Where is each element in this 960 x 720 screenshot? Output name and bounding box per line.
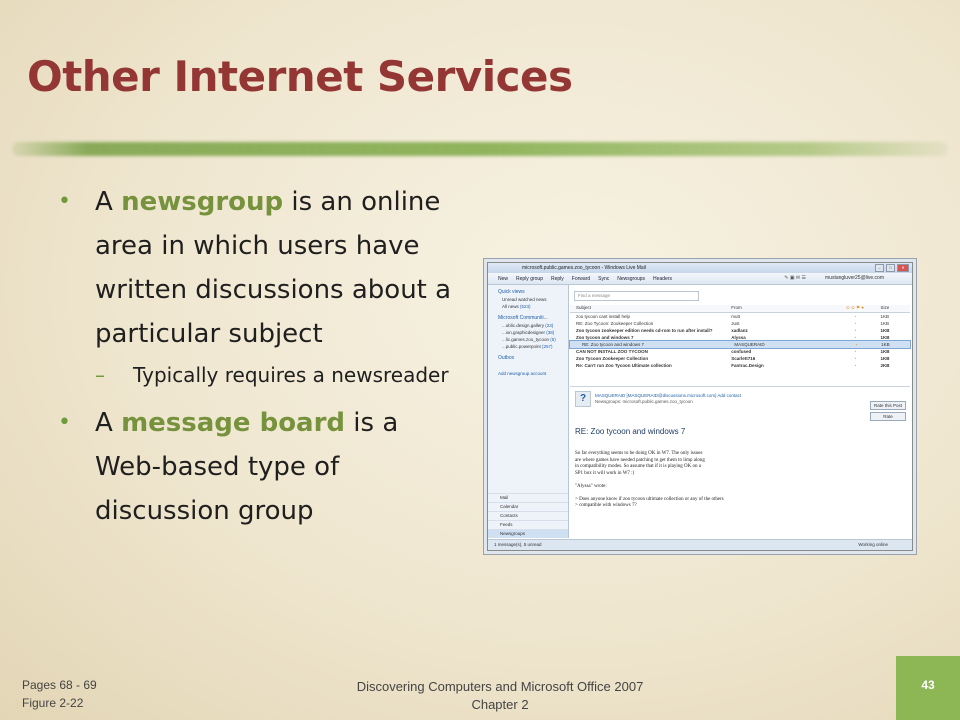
folder-item: ...public.powerpoint (257) <box>502 344 553 349</box>
search-input: Find a message <box>574 291 699 301</box>
folder-item: Unread watched news <box>502 297 547 302</box>
reading-pane <box>570 386 910 539</box>
message-list <box>570 305 910 385</box>
bullet-message-board: • A message board is a Web-based type of discussion group <box>58 401 458 533</box>
minimize-icon: – <box>875 264 884 272</box>
toolbar-reply: Reply <box>550 275 564 282</box>
window-title: microsoft.public.games.zoo_tycoon - Windows Live Mail <box>522 265 646 271</box>
sub-bullet-newsreader: – Typically requires a newsreader <box>95 358 458 393</box>
status-online: Working online <box>858 542 888 547</box>
title-underline <box>12 142 948 156</box>
maximize-icon: □ <box>886 264 895 272</box>
footer-course-title: Discovering Computers and Microsoft Office 2007 <box>356 679 644 694</box>
footer-course <box>300 678 700 714</box>
toolbar-icons: ✎ ▣ ✉ ☰ <box>784 275 806 281</box>
footer-chapter: Chapter 2 <box>471 697 529 712</box>
window-titlebar <box>488 263 912 273</box>
outbox-header: Outbox <box>498 355 515 361</box>
message-row: Zoo Tycoon Zookeeper Collection Scarlett716 ◔ 1KB <box>576 356 890 361</box>
toolbar-new: New <box>498 275 509 282</box>
footer-figure: Figure 2-22 <box>22 696 84 710</box>
toolbar-newsgroups: Newsgroups <box>617 275 646 282</box>
nav-contacts: Contacts <box>488 511 568 520</box>
preview-subject: RE: Zoo tycoon and windows 7 <box>575 427 686 436</box>
folder-item: ...lic.games.zoo_tycoon (5) <box>502 337 556 342</box>
folder-item: All news (523) <box>502 304 531 309</box>
rate-buttons <box>870 401 906 423</box>
nav-mail: Mail <box>488 493 568 502</box>
close-icon: ✕ <box>897 264 909 272</box>
folder-pane <box>488 285 569 538</box>
rate-button: Rate <box>870 412 906 421</box>
account-name: mustangluver25@live.com <box>825 275 884 281</box>
preview-newsgroups: Newsgroups: microsoft.public.games.zoo_tycoon <box>595 399 693 404</box>
message-row: RE: Zoo Tycoon: Zookeeper Collection Just ◔ 1KB <box>576 321 890 326</box>
mail-toolbar <box>488 273 912 285</box>
status-bar <box>488 539 912 550</box>
keyword-message-board: message board <box>121 408 346 438</box>
status-column-icons: ⊙ ⊙ ⚑ ● <box>845 305 865 310</box>
preview-body: So far everything seems to be doing OK in W7. The only issues are where games have needed patching to get them to limp along in compatibility modes. So assume that if it is playing OK on a SP1 box it will work in W7 :) "Alyssa" wrote: > Does anyone know if zoo tycoon ultimate collection or any of the others > compatible with windows 7? <box>575 451 724 508</box>
status-count: 1 message(s), 5 unread <box>494 542 542 547</box>
folder-item: ...ion.graphicdesigner (38) <box>502 330 555 335</box>
communities-header: Microsoft Communiti... <box>498 315 548 321</box>
question-icon: ? <box>575 391 591 407</box>
keyword-newsgroup: newsgroup <box>121 187 284 217</box>
footer-reference <box>22 676 97 712</box>
preview-from: MASQUERAID [MASQUERAID@discussions.microsoft.com] Add contact <box>595 393 742 398</box>
footer-pages: Pages 68 - 69 <box>22 678 97 692</box>
rate-this-post-button: Rate this Post <box>870 401 906 410</box>
message-row-selected: RE: Zoo tycoon and windows 7 MASQUERAID ◔ 1KB <box>570 341 910 348</box>
message-row: Zoo tycoon and windows 7 Alyssa ◔ 1KB <box>576 335 890 340</box>
toolbar-forward: Forward <box>571 275 591 282</box>
folder-item: ...ublic.design.gallery (23) <box>502 323 554 328</box>
nav-newsgroups: Newsgroups <box>488 529 568 538</box>
quick-views-header: Quick views <box>498 289 525 295</box>
message-row: zoo tycoon cant install help mutt ◔ 1KB <box>576 314 890 319</box>
message-list-header: Subject From ⊙ ⊙ ⚑ ● Size <box>570 305 910 313</box>
bullet-newsgroup: • A newsgroup is an online area in which users have written discussions about a particular subject <box>58 180 458 356</box>
windows-live-mail-screenshot <box>487 262 913 551</box>
toolbar-headers: Headers <box>653 275 672 282</box>
page-number: 43 <box>896 656 960 720</box>
message-row: CAN NOT INSTALL ZOO TYCOON confused ◔ 1KB <box>576 349 890 354</box>
nav-feeds: Feeds <box>488 520 568 529</box>
slide-body <box>58 180 458 535</box>
toolbar-sync: Sync <box>598 275 610 282</box>
toolbar-reply-group: Reply group <box>516 275 543 282</box>
nav-bottom <box>488 493 568 538</box>
nav-calendar: Calendar <box>488 502 568 511</box>
slide-title: Other Internet Services <box>27 52 573 101</box>
message-row: Re: Can't run Zoo Tycoon Ultimate collection Fantrac.Design ◔ 2KB <box>576 363 890 368</box>
message-row: Zoo tycoon zookeeper edition needs cd-rom to run after install? xadlanz ◔ 1KB <box>576 328 890 333</box>
add-account-link: Add newsgroup account <box>498 371 547 376</box>
